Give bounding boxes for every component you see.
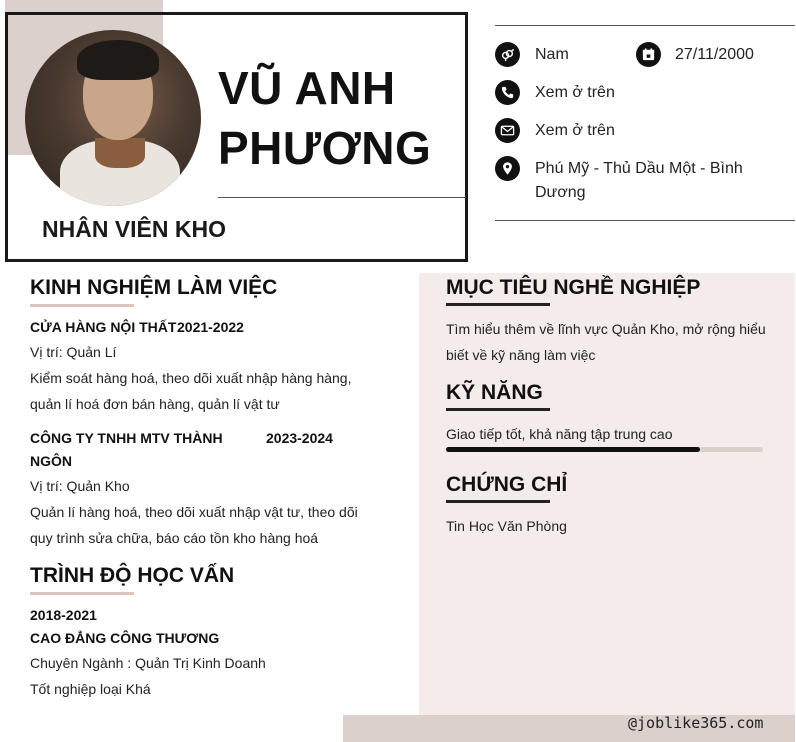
job-2-desc-line2: quy trình sửa chữa, báo cáo tồn kho hàng hoá bbox=[30, 530, 319, 546]
experience-title: KINH NGHIỆM LÀM VIỆC bbox=[30, 276, 278, 299]
certificate-1: Tin Học Văn Phòng bbox=[446, 518, 567, 534]
skill-1-bar-fill bbox=[446, 447, 700, 452]
birthday-value: 27/11/2000 bbox=[675, 46, 754, 63]
certificates-underline bbox=[446, 500, 550, 503]
job-1-company: CỬA HÀNG NỘI THẤT bbox=[30, 319, 177, 335]
gender-icon bbox=[495, 42, 520, 67]
address-line2: Dương bbox=[535, 184, 586, 201]
job-title: NHÂN VIÊN KHO bbox=[42, 216, 227, 242]
candidate-name-line1: VŨ ANH bbox=[218, 62, 396, 114]
education-title: TRÌNH ĐỘ HỌC VẤN bbox=[30, 564, 235, 587]
phone-value: Xem ở trên bbox=[535, 84, 615, 101]
candidate-name-line2: PHƯƠNG bbox=[218, 122, 432, 174]
job-2-desc-line1: Quản lí hàng hoá, theo dõi xuất nhập vật tư, theo dõi bbox=[30, 504, 358, 520]
address-value bbox=[535, 157, 743, 205]
education-period: 2018-2021 bbox=[30, 607, 97, 623]
skill-1-label: Giao tiếp tốt, khả năng tập trung cao bbox=[446, 426, 673, 442]
job-1-period: 2021-2022 bbox=[177, 319, 244, 335]
objective-underline bbox=[446, 303, 550, 306]
location-icon bbox=[495, 156, 520, 181]
avatar-collar bbox=[95, 138, 145, 168]
education-major: Chuyên Ngành : Quản Trị Kinh Doanh bbox=[30, 655, 266, 671]
info-divider-bottom bbox=[495, 220, 795, 221]
job-2-period: 2023-2024 bbox=[266, 430, 333, 446]
phone-icon bbox=[495, 80, 520, 105]
info-divider-top bbox=[495, 25, 795, 26]
job-2-position: Vị trí: Quản Kho bbox=[30, 478, 130, 494]
objective-line1: Tìm hiểu thêm về lĩnh vực Quản Kho, mở rộng hiểu bbox=[446, 321, 766, 337]
avatar bbox=[25, 30, 201, 206]
name-divider bbox=[218, 197, 466, 198]
job-2-company-line1: CÔNG TY TNHH MTV THÀNH bbox=[30, 430, 223, 446]
certificates-title: CHỨNG CHỈ bbox=[446, 473, 568, 496]
job-2-company-line2: NGÔN bbox=[30, 453, 72, 469]
objective-line2: biết về kỹ năng làm việc bbox=[446, 347, 596, 363]
email-icon bbox=[495, 118, 520, 143]
education-grade: Tốt nghiệp loại Khá bbox=[30, 681, 151, 697]
education-school: CAO ĐẲNG CÔNG THƯƠNG bbox=[30, 630, 220, 646]
objective-title: MỤC TIÊU NGHỀ NGHIỆP bbox=[446, 276, 701, 299]
education-underline bbox=[30, 592, 134, 595]
job-1-desc-line2: quản lí hoá đơn bán hàng, quản lí vật tư bbox=[30, 396, 280, 412]
candidate-name bbox=[218, 58, 431, 178]
avatar-hair bbox=[77, 40, 159, 80]
job-1-position: Vị trí: Quản Lí bbox=[30, 344, 117, 360]
job-1-desc-line1: Kiểm soát hàng hoá, theo dõi xuất nhập hàng hàng, bbox=[30, 370, 352, 386]
email-value: Xem ở trên bbox=[535, 122, 615, 139]
skill-1-bar bbox=[446, 447, 763, 452]
experience-underline bbox=[30, 304, 134, 307]
skills-underline bbox=[446, 408, 550, 411]
address-line1: Phú Mỹ - Thủ Dầu Một - Bình bbox=[535, 160, 743, 177]
gender-value: Nam bbox=[535, 46, 569, 63]
skills-title: KỸ NĂNG bbox=[446, 381, 543, 404]
calendar-icon bbox=[636, 42, 661, 67]
footer-watermark: @joblike365.com bbox=[628, 714, 764, 732]
